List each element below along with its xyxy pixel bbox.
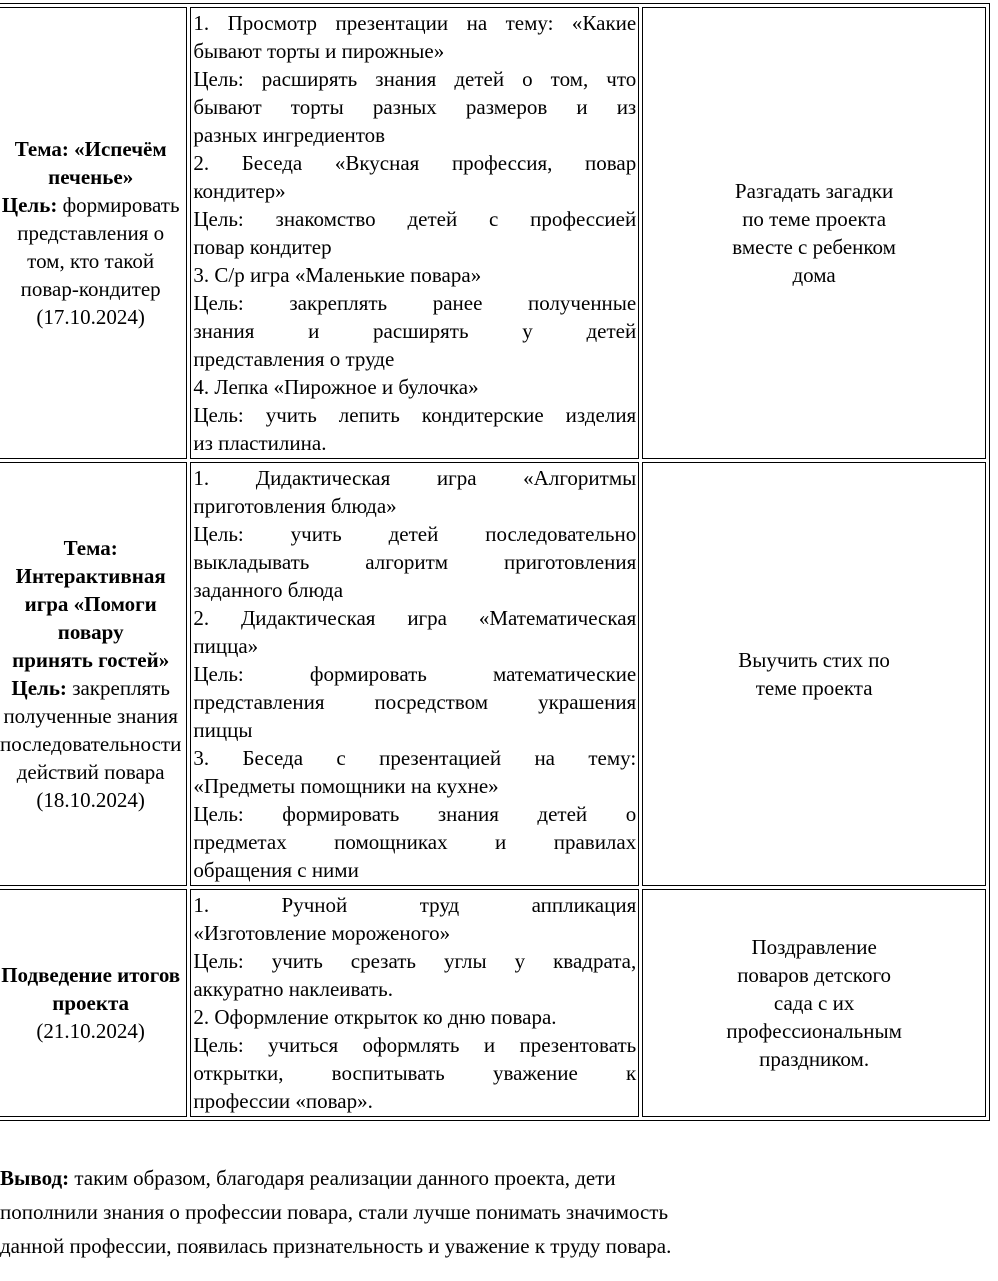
activity-line: Цель: расширять знания детей о том, что [193,67,637,91]
activity-line: Цель: закреплять ранее полученные [193,291,637,315]
project-plan-table [0,3,990,1121]
activity-line: Цель: знакомство детей с профессией [193,207,637,231]
conclusion-line-1 [0,1161,800,1195]
theme-date: (21.10.2024) [36,1019,145,1043]
activity-line: 1. Просмотр презентации на тему: «Какие [193,11,637,35]
theme-cell [0,889,187,1117]
theme-goal-line: формировать [57,193,180,217]
activity-line: повар кондитер [193,235,332,259]
family-task-line: сада с их [773,991,855,1015]
activity-line: «Предметы помощники на кухне» [193,774,499,798]
activity-line: «Изготовление мороженого» [193,921,451,945]
activity-line: Цель: учить срезать углы у квадрата, [193,949,637,973]
activity-line: 3. С/р игра «Маленькие повара» [193,263,482,287]
theme-goal-label: Цель: [11,676,67,700]
family-task-cell [642,462,986,886]
activities-cell [190,462,639,886]
theme-title-line: проекта [52,991,130,1015]
activity-line: Цель: формировать математические [193,662,637,686]
activity-line: открытки, воспитывать уважение к [193,1061,637,1085]
activity-line: Цель: учиться оформлять и презентовать [193,1033,637,1057]
family-task-line: по теме проекта [742,207,887,231]
activity-line: бывают торты разных размеров и из [193,95,637,119]
family-task-line: поваров детского [737,963,892,987]
conclusion-paragraph [0,1161,800,1263]
activity-line: 2. Беседа «Вкусная профессия, повар [193,151,637,175]
family-task-line: Выучить стих по [738,648,890,672]
theme-goal-line: представления о том, кто такой [17,221,165,273]
activities-cell [190,889,639,1117]
family-task-line: теме проекта [755,676,873,700]
family-task-line: профессиональным [726,1019,902,1043]
activity-line: выкладывать алгоритм приготовления [193,550,637,574]
theme-title-line: печенье» [48,165,134,189]
theme-goal-line: закреплять [66,676,170,700]
conclusion-line-2: пополнили знания о профессии повара, стали лучше понимать значимость [0,1200,669,1224]
theme-date: (18.10.2024) [36,788,145,812]
table-row [0,462,986,886]
activity-line: из пластилина. [193,431,327,455]
theme-cell [0,462,187,886]
activity-line: 4. Лепка «Пирожное и булочка» [193,375,479,399]
activity-line: аккуратно наклеивать. [193,977,393,1001]
table-row [0,7,986,459]
theme-cell [0,7,187,459]
conclusion-text-1: таким образом, благодаря реализации данного проекта, дети [69,1166,616,1190]
activity-line: бывают торты и пирожные» [193,39,445,63]
theme-title-line: Тема: Интерактивная [15,536,166,588]
activity-line: представления посредством украшения [193,690,637,714]
activity-line: 3. Беседа с презентацией на тему: [193,746,637,770]
theme-goal-line: последовательности [0,732,182,756]
activity-line: предметах помощниках и правилах [193,830,637,854]
activity-line: 2. Дидактическая игра «Математическая [193,606,637,630]
family-task-cell [642,7,986,459]
theme-title-line: игра «Помоги повару [24,592,157,644]
activity-line: 1. Ручной труд аппликация [193,893,637,917]
activity-line: приготовления блюда» [193,494,397,518]
family-task-cell [642,889,986,1117]
activity-line: пиццы [193,718,253,742]
activity-line: 2. Оформление открыток ко дню повара. [193,1005,557,1029]
family-task-line: дома [792,263,836,287]
family-task-line: праздником. [759,1047,870,1071]
theme-date: (17.10.2024) [36,305,145,329]
theme-goal-line: полученные знания [3,704,178,728]
activity-line: кондитер» [193,179,286,203]
activity-line: знания и расширять у детей [193,319,637,343]
activity-line: обращения с ними [193,858,359,882]
conclusion-label: Вывод: [0,1166,70,1190]
theme-goal-line: действий повара [16,760,165,784]
family-task-line: Поздравление [751,935,877,959]
activity-line: пицца» [193,634,259,658]
activity-line: представления о труде [193,347,395,371]
theme-goal-label: Цель: [1,193,58,217]
activity-line: разных ингредиентов [193,123,386,147]
activities-cell [190,7,639,459]
family-task-line: Разгадать загадки [734,179,894,203]
theme-title-line: Подведение итогов [1,963,181,987]
activity-line: заданного блюда [193,578,344,602]
activity-line: Цель: учить лепить кондитерские изделия [193,403,637,427]
activity-line: профессии «повар». [193,1089,373,1113]
project-plan-body [0,7,986,1117]
conclusion-line-3: данной профессии, появилась признательность и уважение к труду повара. [0,1234,672,1258]
theme-title-line: принять гостей» [12,648,170,672]
activity-line: Цель: учить детей последовательно [193,522,637,546]
activity-line: 1. Дидактическая игра «Алгоритмы [193,466,637,490]
theme-title-line: Тема: «Испечём [14,137,167,161]
activity-line: Цель: формировать знания детей о [193,802,637,826]
theme-goal-line: повар-кондитер [20,277,161,301]
table-row [0,889,986,1117]
family-task-line: вместе с ребенком [732,235,896,259]
